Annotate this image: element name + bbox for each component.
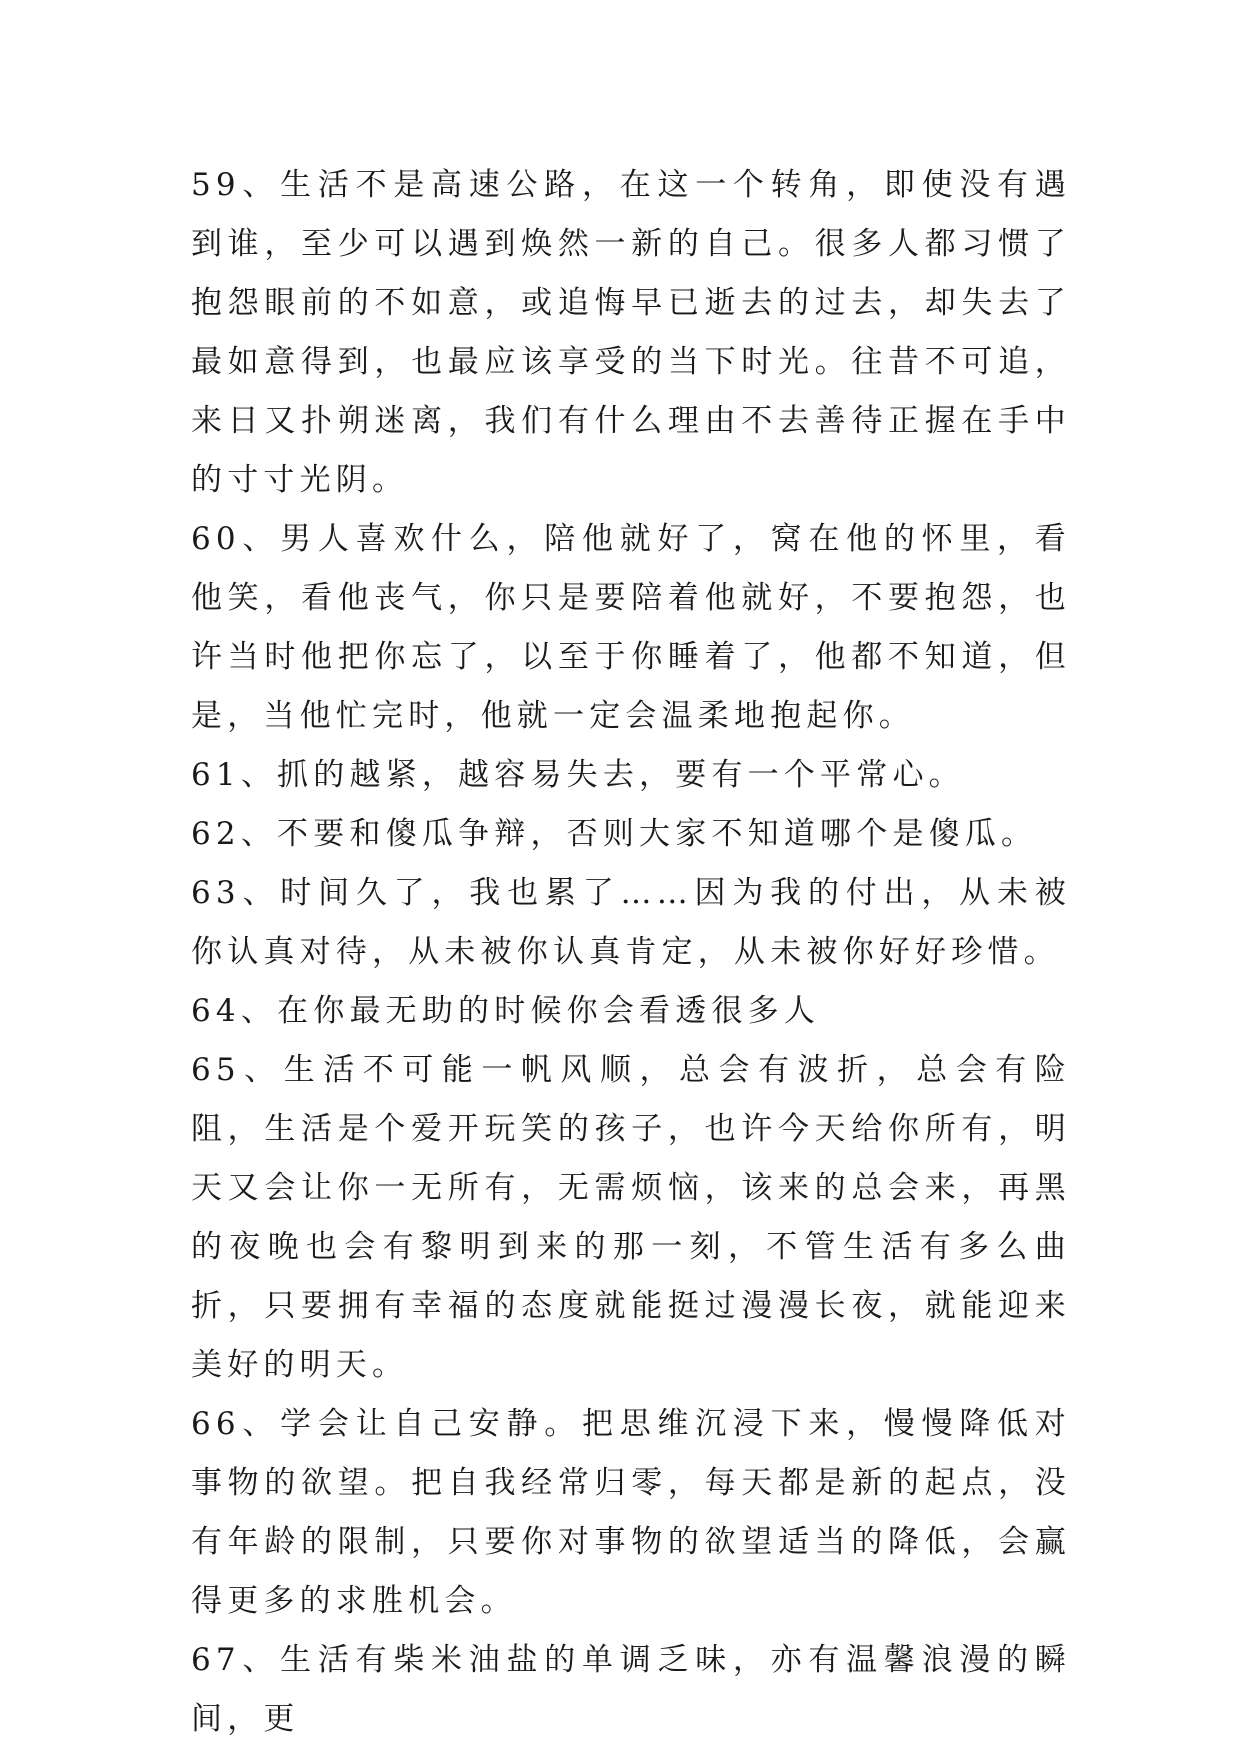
quote-entry-63: 63、时间久了，我也累了……因为我的付出，从未被你认真对待，从未被你认真肯定，从未被你好好珍惜。 <box>191 875 1071 970</box>
quote-entry-59: 59、生活不是高速公路，在这一个转角，即使没有遇到谁，至少可以遇到焕然一新的自己。很多人都习惯了抱怨眼前的不如意，或追悔早已逝去的过去，却失去了最如意得到，也最应该享受的当下时光。往昔不可追，来日又扑朔迷离，我们有什么理由不去善待正握在手中的寸寸光阴。 <box>191 167 1071 498</box>
quote-entry-65: 65、生活不可能一帆风顺，总会有波折，总会有险阻，生活是个爱开玩笑的孩子，也许今天给你所有，明天又会让你一无所有，无需烦恼，该来的总会来，再黑的夜晚也会有黎明到来的那一刻，不管生活有多么曲折，只要拥有幸福的态度就能挺过漫漫长夜，就能迎来美好的明天。 <box>191 1052 1071 1383</box>
quote-entry-66: 66、学会让自己安静。把思维沉浸下来，慢慢降低对事物的欲望。把自我经常归零，每天都是新的起点，没有年龄的限制，只要你对事物的欲望适当的降低，会赢得更多的求胜机会。 <box>191 1406 1071 1619</box>
quote-entry-67: 67、生活有柴米油盐的单调乏味，亦有温馨浪漫的瞬间，更 <box>191 1642 1071 1737</box>
quote-entry-64: 64、在你最无助的时候你会看透很多人 <box>191 993 821 1029</box>
quote-list <box>191 156 1071 1749</box>
quote-entry-61: 61、抓的越紧，越容易失去，要有一个平常心。 <box>191 757 965 793</box>
quote-entry-60: 60、男人喜欢什么，陪他就好了，窝在他的怀里，看他笑，看他丧气，你只是要陪着他就好，不要抱怨，也许当时他把你忘了，以至于你睡着了，他都不知道，但是，当他忙完时，他就一定会温柔地抱起你。 <box>191 521 1071 734</box>
quote-entry-62: 62、不要和傻瓜争辩，否则大家不知道哪个是傻瓜。 <box>191 816 1038 852</box>
